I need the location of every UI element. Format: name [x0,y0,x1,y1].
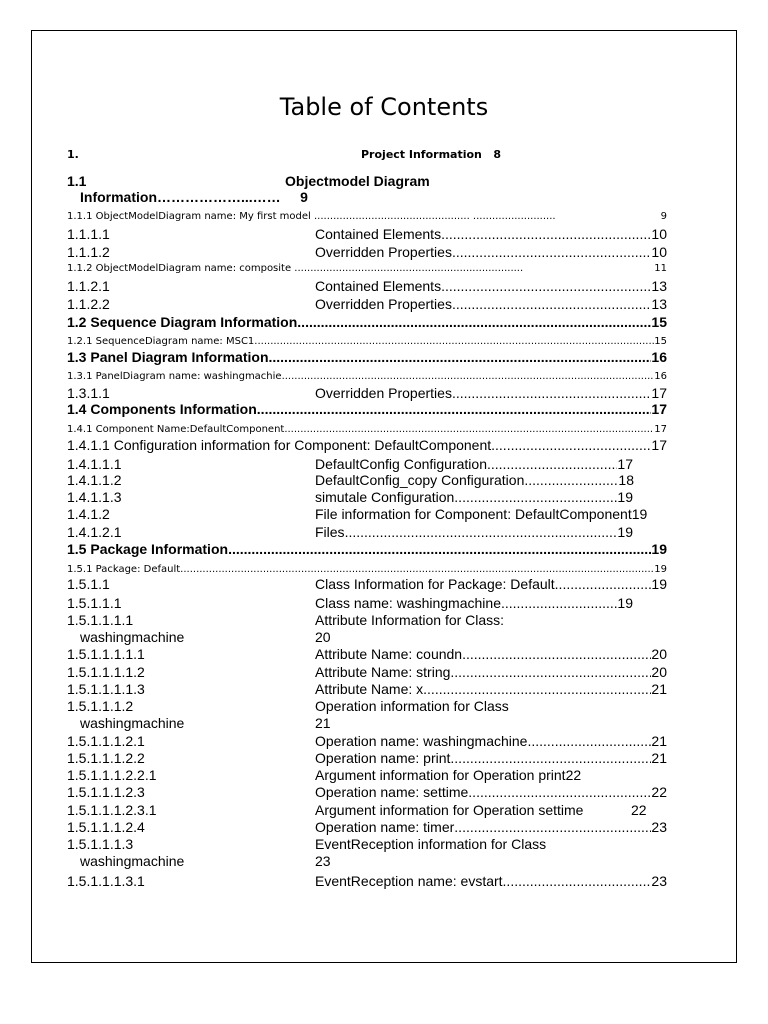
toc-entry-page: 21 [651,750,667,766]
toc-entry-num: 1.1.2.2 [67,296,110,312]
toc-entry-1-3[interactable] [67,349,667,366]
toc-entry-num: 1.5.1.1.1.2 [67,698,134,714]
toc-entry-num: 1.5.1.1.1.2.4 [67,819,145,835]
toc-entry-1-1-num[interactable]: 1.1 [67,173,87,189]
toc-entry-text: 1.1.2 ObjectModelDiagram name: composite ........................................................................ [67,263,524,274]
toc-entry-text: EventReception name: evstart [315,873,503,889]
toc-entry-1-1-page: 9 [300,189,308,205]
toc-entry-text: Class Information for Package: Default [315,576,555,592]
toc-entry-1-num[interactable]: 1. [67,148,79,161]
toc-entry-1-1-2[interactable] [67,262,667,276]
toc-entry-page: 17 [651,437,667,453]
toc-entry-page: 17 [651,401,667,417]
toc-entry-page: 19 [617,595,633,611]
toc-entry-page: 19 [617,524,633,540]
toc-entry-text: Files [315,524,345,540]
toc-entry-page: 21 [315,715,331,731]
toc-entry-page: 9 [660,211,667,222]
toc-entry-num: 1.4.1.1.2 [67,472,122,488]
toc-entry-num: 1.5.1.1.1.1.1 [67,646,145,662]
toc-entry-text: 1.3 Panel Diagram Information [67,349,269,365]
toc-entry-num: 1.5.1.1.1 [67,595,122,611]
toc-entry-num: 1.5.1.1.1.1 [67,612,134,628]
toc-entry-page: 21 [651,733,667,749]
toc-entry-text: Class name: washingmachine [315,595,501,611]
toc-entry-1-2[interactable] [67,314,667,331]
toc-entry-num: 1.5.1.1.1.3 [67,836,134,852]
toc-entry-num: 1.5.1.1.1.2.3.1 [67,802,157,818]
toc-entry-page: 17 [617,456,633,472]
toc-entry-1-1[interactable] [80,189,308,205]
toc-entry-1-1-1[interactable] [67,210,667,224]
toc-entry-page: 19 [654,564,667,575]
toc-entry-num: 1.1.2.1 [67,278,110,294]
toc-entry-1-3-1[interactable] [67,368,667,385]
toc-entry-text: 1.2 Sequence Diagram Information [67,314,298,330]
toc-entry-1-text: Project Information [361,148,482,161]
toc-entry-num: 1.5.1.1.1.2.2 [67,750,145,766]
toc-entry-num: 1.1.1.2 [67,244,110,260]
toc-entry-text: Argument information for Operation print22 [315,767,582,783]
toc-entry-text: 1.5.1 Package: Default [67,564,181,575]
toc-entry-num: 1.1.1.1 [67,226,110,242]
toc-entry-num: 1.5.1.1 [67,576,110,592]
toc-entry-page: 22 [651,784,667,800]
toc-entry-page: 19 [651,541,667,557]
toc-entry-text: Operation name: print [315,750,451,766]
toc-entry-page: 15 [651,314,667,330]
toc-entry-1-4[interactable] [67,401,667,418]
toc-entry-text: Overridden Properties [315,385,452,401]
toc-entry-page: 13 [651,278,667,294]
toc-entry-num: 1.5.1.1.1.2.1 [67,733,145,749]
toc-entry-text: simutale Configuration [315,489,455,505]
toc-entry-page: 16 [651,349,667,365]
toc-entry-page: 17 [654,424,667,435]
toc-entry-1-2-1[interactable] [67,333,667,350]
toc-entry-continuation: washingmachine [80,715,185,731]
toc-entry-1-1-text-a[interactable]: Objectmodel Diagram [285,173,430,189]
toc-entry-page: 20 [651,664,667,680]
toc-entry-text: 1.4.1.1 Configuration information for Component: DefaultComponent [67,437,492,453]
toc-entry-text: 1.4 Components Information [67,401,257,417]
toc-entry-page: 15 [654,336,667,347]
toc-entry-text: 1.3.1 PanelDiagram name: washingmachie [67,371,282,382]
toc-entry-text: DefaultConfig_copy Configuration [315,472,525,488]
toc-entry-page: 17 [651,385,667,401]
toc-entry-1-1-text-b: Information………………...…… [80,189,281,205]
toc-entry-text: EventReception information for Class [315,836,547,852]
toc-entry-text: 1.2.1 SequenceDiagram name: MSC1 [67,336,255,347]
toc-entry-text: Overridden Properties [315,244,452,260]
toc-entry-text: 1.5 Package Information [67,541,229,557]
toc-entry-page: 19 [617,489,633,505]
toc-entry-text: File information for Component: DefaultComponent19 [315,506,648,522]
toc-entry-page: 11 [654,263,667,274]
toc-entry-text: Operation information for Class [315,698,509,714]
toc-entry-num: 1.3.1.1 [67,385,110,401]
toc-entry-page: 10 [651,226,667,242]
toc-entry-1[interactable] [361,148,501,161]
toc-entry-num: 1.5.1.1.1.1.2 [67,664,145,680]
toc-entry-text: Operation name: settime [315,784,469,800]
toc-entry-page: 23 [315,853,331,869]
toc-entry-1-page: 8 [493,148,502,161]
toc-entry-text: DefaultConfig Configuration [315,456,487,472]
toc-entry-text: Contained Elements [315,226,442,242]
toc-entry-1-5[interactable] [67,541,667,558]
toc-entry-text: Attribute Information for Class: [315,612,505,628]
toc-entry-text: Operation name: timer [315,819,455,835]
toc-entry-page: 20 [651,646,667,662]
toc-entry-page: 16 [654,371,667,382]
toc-entry-num: 1.5.1.1.1.2.2.1 [67,767,157,783]
toc-entry-continuation: washingmachine [80,853,185,869]
toc-entry-page: 23 [651,819,667,835]
toc-entry-num: 1.5.1.1.1.3.1 [67,873,145,889]
toc-entry-num: 1.4.1.1.1 [67,456,122,472]
toc-entry-text: Contained Elements [315,278,442,294]
toc-entry-num: 1.4.1.1.3 [67,489,122,505]
toc-entry-page: 13 [651,296,667,312]
toc-entry-text: Argument information for Operation settime [315,802,584,818]
toc-entry-text: Operation name: washingmachine [315,733,528,749]
toc-entry-page: 23 [651,873,667,889]
toc-entry-1-4-1[interactable] [67,421,667,438]
toc-entry-num: 1.5.1.1.1.2.3 [67,784,145,800]
toc-entry-page: 20 [315,629,331,645]
toc-entry-page: 19 [651,576,667,592]
page-title: Table of Contents [279,93,489,121]
toc-entry-text: Attribute Name: coundn [315,646,463,662]
toc-entry-text: Attribute Name: x [315,681,424,697]
toc-entry-num: 1.4.1.2 [67,506,110,522]
toc-entry-text: 1.1.1 ObjectModelDiagram name: My first model ................................................. .......................... [67,211,556,222]
toc-entry-1-4-1-1[interactable] [67,437,667,454]
toc-entry-page: 10 [651,244,667,260]
toc-entry-text: 1.4.1 Component Name:DefaultComponent [67,424,285,435]
toc-entry-page: 18 [618,472,634,488]
toc-entry-num: 1.4.1.2.1 [67,524,122,540]
toc-entry-text: Overridden Properties [315,296,452,312]
toc-entry-text: Attribute Name: string [315,664,451,680]
toc-entry-continuation: washingmachine [80,629,185,645]
toc-entry-page: 21 [651,681,667,697]
toc-entry-page: 22 [631,802,647,818]
toc-entry-num: 1.5.1.1.1.1.3 [67,681,145,697]
